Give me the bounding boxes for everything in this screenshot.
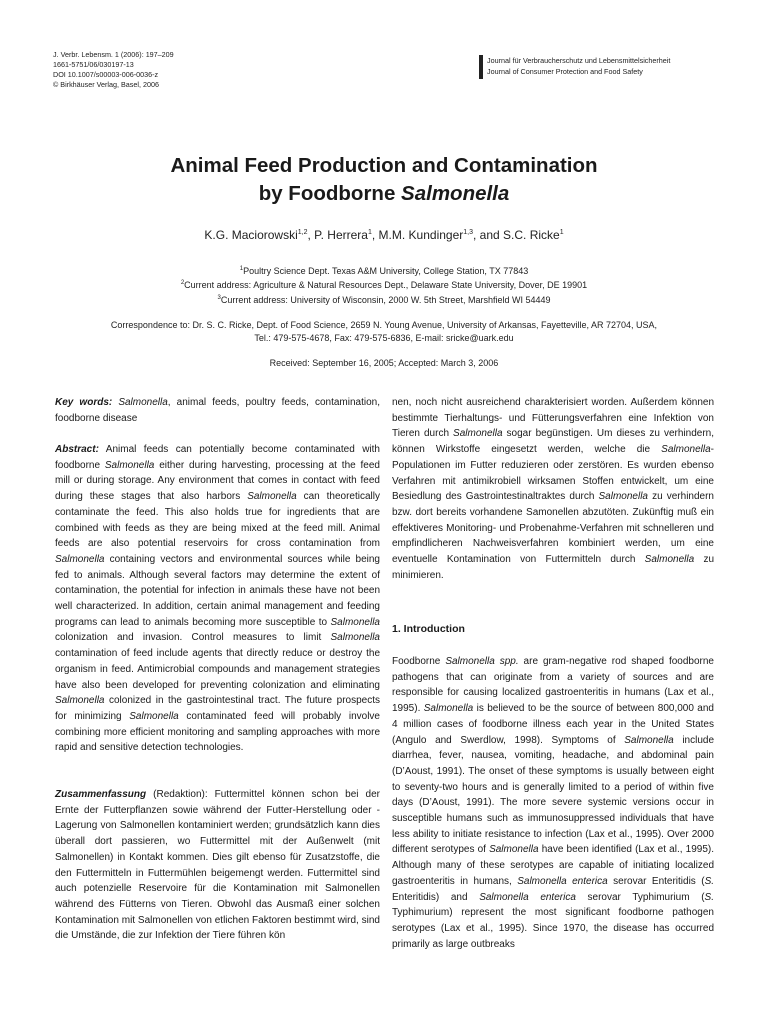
italic-term: Salmonella enterica [479,891,576,903]
text-run: sogar begünstigen. Um dieses zu verhindern, können Wirkstoffe eingesetzt werden, welche die [392,428,714,456]
citation-block [53,50,174,90]
text-run: serovar Typhimurium ( [575,891,705,903]
affiliation [0,277,768,291]
citation-line: 1661-5751/06/030197-13 [53,60,134,69]
journal-name-en: Journal of Consumer Protection and Food Safety [487,67,643,76]
text-run: are gram-negative rod shaped foodborne pathogens that can originate from a variety of sources and are responsible for causing localized gastroenteritis in humans (Lax et al., 1995). [392,656,714,715]
author-sep: , and [472,228,504,242]
italic-term: Salmonella [661,444,711,456]
title-line-2 [0,180,768,208]
intro-paragraph [392,654,714,952]
italic-term: Salmonella [104,459,155,471]
italic-term: S. [704,891,714,903]
italic-term: Salmonella enterica [517,875,608,887]
text-run: Enteritidis) and [392,891,480,903]
text-run: (Redaktion): Futtermittel können schon bei der Ernte der Futterpflanzen sowie während der Futter-Herstellung oder -Lagerung von Salmonellen kontaminiert werden; grundsätzlich kann dies überall dort passieren, wo Futtermittel mit der Außenwelt (mit Salmonellen) in Kontakt kommen. Dies gilt ebenso für Zusatzstoffe, die den Futtermitteln in Futtermühlen beigemengt werden. Futtermittel sind auch potenzielle Reservoire für die Kontamination mit Salmonellen während des Fütterns von Tieren. Obwohl das Ausmaß einer solchen Kontamination mit Salmonellen von etlichen Faktoren bestimmt wird, sind die Umstände, die zur Infektion der Tiere führen kön [55,789,380,942]
correspondence [0,319,768,345]
author-sep: , [371,228,379,242]
affiliation-text: Current address: Agriculture & Natural Resources Dept., Delaware State University, Dover, DE 19901 [184,280,588,291]
italic-term: Salmonella [644,554,695,566]
italic-term: Salmonella spp. [445,656,519,667]
journal-bar-divider [479,55,483,79]
text-run: nen, noch nicht ausreichend charakterisiert worden. Außerdem können bestimmte Tierhaltungs- und Fütterungsverfahren eine Infektion von Tieren durch [392,397,714,440]
correspondence-line-1: Correspondence to: Dr. S. C. Ricke, Dept. of Food Science, 2659 N. Young Avenue, University of Arkansas, Fayetteville, AR 72704, USA, [110,320,658,330]
abstract-label: Abstract: [55,444,99,455]
keywords-rest: , animal feeds, poultry feeds, contamination, foodborne disease [55,397,381,424]
affiliation-sup: 1 [239,266,244,272]
text-run: contamination of feed include agents that directly reduce or destroy the organism in feed. Antimicrobial compounds and management strategies have also been developed for preventing colonization and eliminating [55,648,380,691]
author-sep: , [307,228,315,242]
text-run: -Populationen im Futter reduzieren oder zerstören. Es wurden ebenso Verfahren mit antimikrobiell wirksamen Stoffen entwickelt, um eine Besiedlung des Gastrointestinaltraktes durch [392,444,714,503]
italic-term: Salmonella [247,491,297,503]
author-name: P. Herrera [314,228,368,242]
title-prefix: by Foodborne [258,182,402,205]
left-column [55,395,380,426]
affiliation [0,263,768,277]
text-run: either during harvesting, processing at the feed mill or during storage. Any environment that comes in contact with feed during these stages that also harbors [55,459,380,503]
text-run: can theoretically contaminate the feed. This also holds true for ingredients that are combined with feeds as they are being mixed at the feed mill. Animal feeds are also potential reservoirs for cross contamination from [55,491,380,550]
text-run: zu minimieren. [392,554,715,581]
text-run: colonized in the gastrointestinal tract. The future prospects for minimizing [55,695,380,722]
author-name: K.G. Maciorowski [204,228,298,242]
text-run: colonization and invasion. Control measures to limit [55,632,331,644]
intro-heading-block [392,622,714,638]
zusammenfassung-block [55,787,380,944]
affiliation-sup: 2 [180,280,185,287]
title-italic-word: Salmonella [401,182,510,205]
italic-term: Salmonella [489,844,539,856]
text-run: serovar Enteritidis ( [607,875,705,887]
italic-term: Salmonella [330,616,380,628]
zusammenfassung-continued [392,395,714,583]
italic-term: Salmonella [423,703,474,715]
affiliation [0,292,768,306]
abstract-block [55,442,380,756]
affiliation-text: Poultry Science Dept. Texas A&M University, College Station, TX 77843 [243,266,529,276]
text-run: Animal feeds can potentially become contaminated with foodborne [55,444,380,471]
title-line-1: Animal Feed Production and Contamination [170,154,598,177]
keywords [55,395,380,426]
text-run: include diarrhea, fever, nausea, vomiting, headache, and abdominal pain (D’Aoust, 1991). The onset of these symptoms is usually between eight to seventy-two hours and is generally limited to a period of within five days (D’Aoust, 1991). The more severe systemic versions occur in susceptible humans such as immunosuppressed individuals that have less ability to initiate resistance to infection (Lax et al., 1995). Over 2000 different serotypes of [392,734,715,856]
section-heading: 1. Introduction [392,623,465,635]
keywords-italic: Salmonella [118,397,168,408]
citation-line: © Birkhäuser Verlag, Basel, 2006 [53,80,159,89]
author-affil-sup: 1,3 [463,229,473,236]
citation-line: DOI 10.1007/s00003-006-0036-z [53,70,159,79]
text-run: have been identified (Lax et al., 1995). Although many of these serotypes are capable of initiating localized gastroenteritis in humans, [392,844,714,887]
correspondence-line-2: Tel.: 479-575-4678, Fax: 479-575-6836, E-mail: sricke@uark.edu [254,333,514,343]
affiliation-text: Current address: University of Wisconsin, 2000 W. 5th Street, Marshfield WI 54449 [220,294,551,305]
author-list [0,228,768,242]
italic-term: Salmonella [129,710,179,722]
zusammenfassung-label: Zusammenfassung [55,789,147,800]
citation-line: J. Verbr. Lebensm. 1 (2006): 197–209 [53,50,174,59]
author-name: S.C. Ricke [503,228,560,242]
article-title [0,152,768,208]
italic-term: Salmonella [55,695,105,707]
italic-term: Salmonella [330,632,380,644]
text-run: Foodborne [392,656,446,667]
text-run: containing vectors and environmental sources while being fed to animals. Although several factors may determine the extent of contamination, the potential for infection in animals these have not been well characterized. In addition, certain animal management and feeding programs can lead to animals becoming more susceptible to [55,553,380,628]
author-affil-sup: 1,2 [297,229,308,236]
italic-term: S. [704,875,715,887]
intro-block [392,654,714,952]
journal-name-block [487,55,670,77]
author-name: M.M. Kundinger [378,228,464,242]
keywords-label: Key words: [55,397,113,408]
text-run: is believed to be the source of between 800,000 and 4 million cases of foodborne illness each year in the United States (Angulo and Swerdlow, 1998). Symptoms of [392,703,714,746]
zusammenfassung-continued-paragraph [392,395,714,583]
abstract-paragraph [55,442,380,756]
italic-term: Salmonella [624,734,674,746]
affiliation-sup: 3 [217,294,221,301]
italic-term: Salmonella [453,428,503,440]
zusammenfassung-paragraph [55,787,380,944]
text-run: contaminated feed will probably involve combining more efficient monitoring and sampling approaches with more rapid and sensitive detection technologies. [55,710,380,754]
received-dates: Received: September 16, 2005; Accepted: March 3, 2006 [269,358,499,368]
italic-term: Salmonella [55,553,105,565]
author-affil-sup: 1 [559,229,564,236]
italic-term: Salmonella [598,491,648,503]
affiliations [0,263,768,306]
journal-name-de: Journal für Verbraucherschutz und Lebensmittelsicherheit [487,56,671,65]
text-run: Typhimurium) represent the most significant foodborne pathogen serotypes (Lax et al., 1995). Since 1970, the disease has occurred primarily as large outbreaks [392,907,714,950]
text-run: zu verhindern bzw. dort bereits vorhandene Samonellen abzutöten. Zukünftig muß ein effektiveres Monitoring- und Probenahme-Verfahren mit schnelleren und empfindlicheren Nachweisverfahren kombiniert werden, um eine eventuelle Kontamination von Futtermitteln durch [392,491,714,566]
author-affil-sup: 1 [367,229,372,236]
